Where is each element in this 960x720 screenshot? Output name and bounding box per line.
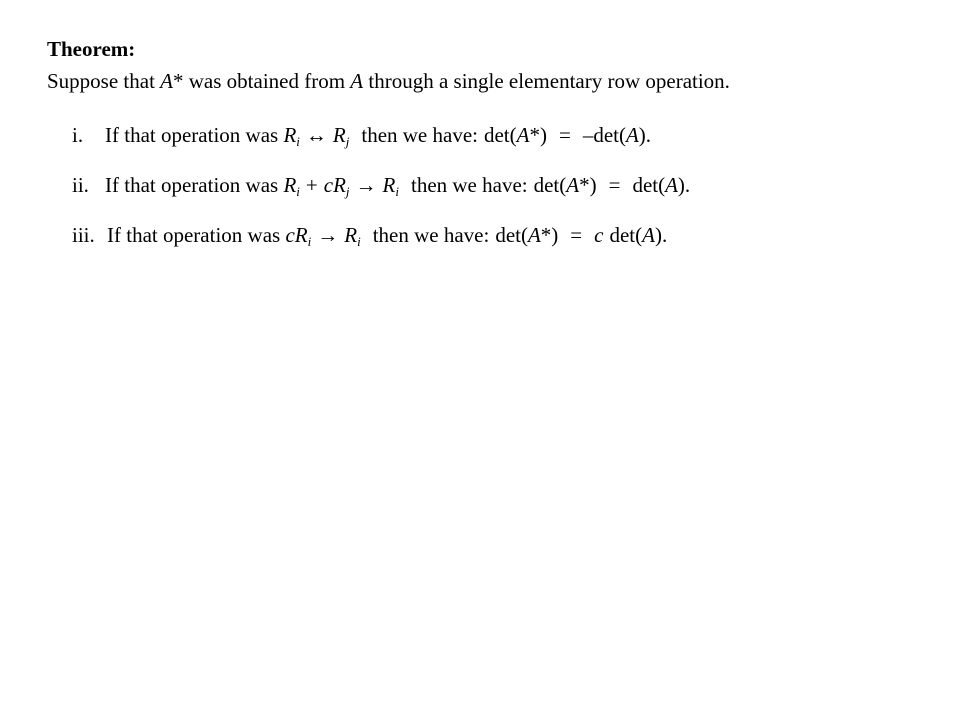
statement-text-2: was obtained from [183,69,351,93]
statement-var-a: A [350,69,364,93]
case-then-text: then we have: [372,223,490,247]
rhs-suffix: ). [638,123,652,147]
row-var: R [332,123,346,147]
matrix-var: A [527,223,541,247]
statement-star: * [173,69,184,93]
case-row-addition [72,172,690,198]
replace-arrow: → [355,173,377,197]
statement-var-a-star: A [160,69,173,93]
case-row-scaling [72,222,667,248]
row-subscript: j [345,184,350,199]
matrix-var: A [516,123,530,147]
row-subscript: i [296,184,300,199]
det-open: det( [533,173,567,197]
rhs-suffix: ). [654,223,668,247]
row-var: R [283,173,297,197]
equals-sign: = [608,173,621,197]
scaled-row-var: cR [323,173,346,197]
row-subscript: i [357,234,361,249]
rhs-prefix: –det( [582,123,626,147]
row-var: R [344,223,358,247]
equals-sign: = [570,223,583,247]
row-subscript: i [395,184,399,199]
case-numeral: i. [72,123,84,147]
case-lead-text: If that operation was [105,173,284,197]
row-subscript: i [307,234,312,249]
theorem-statement [47,68,730,94]
scaled-row-var: cR [285,223,308,247]
statement-text-1: Suppose that [47,69,161,93]
det-open: det( [483,123,517,147]
matrix-var: A [566,173,580,197]
scalar-c: c [594,223,604,247]
matrix-var: A [665,173,678,197]
det-close: *) [540,223,559,247]
matrix-var: A [625,123,639,147]
case-numeral: ii. [72,173,89,197]
plus-sign: + [305,173,318,197]
rhs-suffix: ). [677,173,691,197]
case-swap-rows [72,122,651,148]
case-then-text: then we have: [361,123,478,147]
matrix-var: A [642,223,655,247]
replace-arrow: → [317,223,339,247]
det-open: det( [495,223,528,247]
det-close: *) [529,123,547,147]
rhs-prefix: det( [609,223,643,247]
row-var: R [283,123,297,147]
row-subscript: j [345,134,350,149]
theorem-title: Theorem: [47,37,136,61]
case-then-text: then we have: [410,173,528,197]
row-subscript: i [296,134,300,149]
row-var: R [382,173,396,197]
rhs-prefix: det( [632,173,666,197]
statement-text-3: through a single elementary row operation. [363,69,730,93]
case-numeral: iii. [72,223,95,247]
equals-sign: = [558,123,571,147]
det-close: *) [579,173,597,197]
case-lead-text: If that operation was [107,223,286,247]
swap-arrow: ↔ [305,123,327,147]
case-lead-text: If that operation was [105,123,284,147]
